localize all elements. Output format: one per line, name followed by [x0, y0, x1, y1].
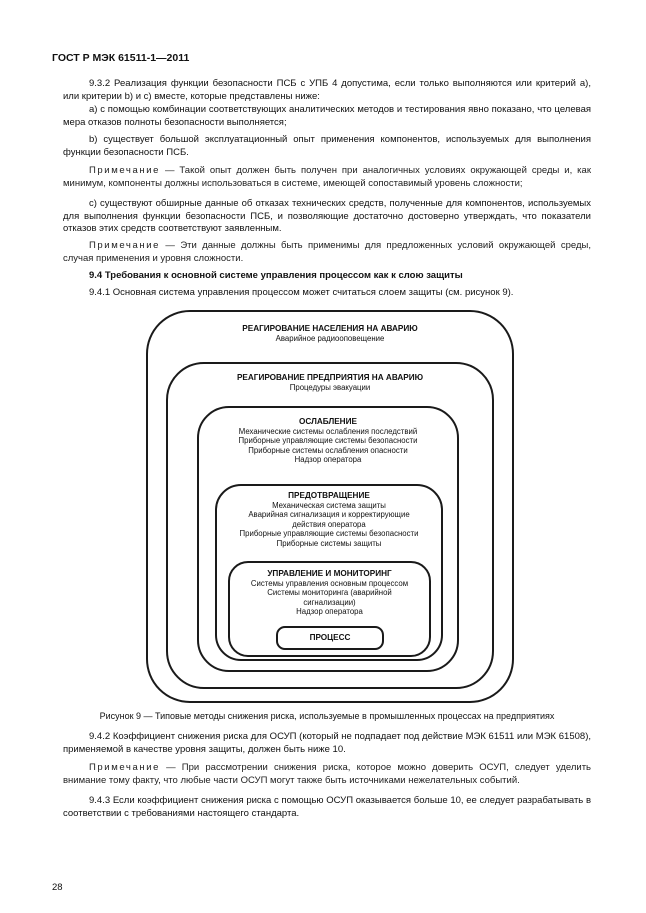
layer-mitigation-item: Приборные системы ослабления опасности [248, 445, 408, 455]
figure-caption: Рисунок 9 — Типовые методы снижения риска, используемые в промышленных процессах на предприятиях [99, 711, 555, 721]
layer-mitigation-item: Приборные управляющие системы безопасности [238, 436, 418, 446]
document-header: ГОСТ Р МЭК 61511-1—2011 [52, 52, 190, 64]
layer-control-title: УПРАВЛЕНИЕ И МОНИТОРИНГ [267, 569, 392, 578]
layer-community-item: Аварийное радиооповещение [275, 333, 385, 343]
page-number: 28 [52, 882, 63, 893]
paragraph-9-4-3: 9.4.3 Если коэффициент снижения риска с помощью ОСУП оказывается больше 10, ее следует разрабатывать в соответствии с требованиями настоящего стандарта. [63, 795, 591, 819]
paragraph-9-3-2: 9.3.2 Реализация функции безопасности ПСБ с УПБ 4 допустима, если только выполняются или критерий a), или критерии b) и c) вместе, которые представлены ниже: [63, 78, 591, 102]
layer-prevention-item: Механическая система защиты [272, 500, 386, 510]
layer-control-item: Надзор оператора [296, 607, 363, 617]
layer-mitigation-item: Надзор оператора [294, 455, 362, 465]
layer-control-item: Системы управления основным процессом [250, 578, 409, 588]
note-3 [63, 762, 591, 787]
layer-mitigation-title: ОСЛАБЛЕНИЕ [299, 417, 357, 426]
layer-prevention-item: Приборные системы защиты [276, 538, 382, 548]
process-box: ПРОЦЕСС [276, 626, 384, 650]
section-9-4-title: 9.4 Требования к основной системе управления процессом как к слою защиты [89, 270, 463, 281]
note-label: Примечание [89, 240, 160, 251]
layer-prevention-title: ПРЕДОТВРАЩЕНИЕ [288, 491, 370, 500]
layer-control-item: Системы мониторинга (аварийной [267, 588, 392, 598]
layer-prevention-item: действия оператора [292, 519, 366, 529]
layer-plant-item: Процедуры эвакуации [289, 382, 371, 392]
paragraph-criterion-b: b) существует большой эксплуатационный опыт применения компонентов, используемых для выполнения функции безопасности ПСБ. [63, 134, 591, 158]
layer-prevention-item: Аварийная сигнализация и корректирующие [248, 510, 410, 520]
note-2 [63, 240, 591, 265]
paragraph-criterion-c: c) существуют обширные данные об отказах технических средств, полученные для компонентов, используемых для выполнения функции безопасности ПСБ, и позволяющие достаточно достоверно утверждать, что показатели отказов этих средств соответствуют заявленным. [63, 198, 591, 235]
layer-mitigation-item: Механические системы ослабления последствий [238, 426, 418, 436]
note-1-text: — Такой опыт должен быть получен при аналогичных условиях окружающей среды и, как минимум, компоненты должны использоваться в системе, имеющей сопоставимый уровень сложности; [63, 165, 591, 189]
note-3-text: — При рассмотрении снижения риска, которое можно доверить ОСУП, следует уделить внимание тому факту, что любые части ОСУП могут также быть источниками нежелательных событий. [63, 762, 591, 786]
paragraph-9-4-1: 9.4.1 Основная система управления процессом может считаться слоем защиты (см. рисунок 9). [89, 287, 514, 298]
paragraph-criterion-a: a) с помощью комбинации соответствующих аналитических методов и тестирования явно показано, что целевая мера отказов полноты безопасности выполняется; [63, 104, 591, 128]
note-2-text: — Эти данные должны быть применимы для предложенных условий окружающей среды, случая применения и уровня сложности. [63, 240, 591, 264]
paragraph-9-4-2: 9.4.2 Коэффициент снижения риска для ОСУП (который не подпадает под действие МЭК 61511 или МЭК 61508), применяемой в качестве уровня защиты, должен быть ниже 10. [63, 731, 591, 755]
layer-control-item: сигнализации) [303, 597, 356, 607]
note-label: Примечание [89, 762, 160, 773]
note-1 [63, 165, 591, 190]
note-label: Примечание [89, 165, 160, 176]
layer-prevention-item: Приборные управляющие системы безопасности [239, 529, 419, 539]
layer-plant-title: РЕАГИРОВАНИЕ ПРЕДПРИЯТИЯ НА АВАРИЮ [236, 373, 424, 382]
layer-community-title: РЕАГИРОВАНИЕ НАСЕЛЕНИЯ НА АВАРИЮ [242, 324, 418, 333]
